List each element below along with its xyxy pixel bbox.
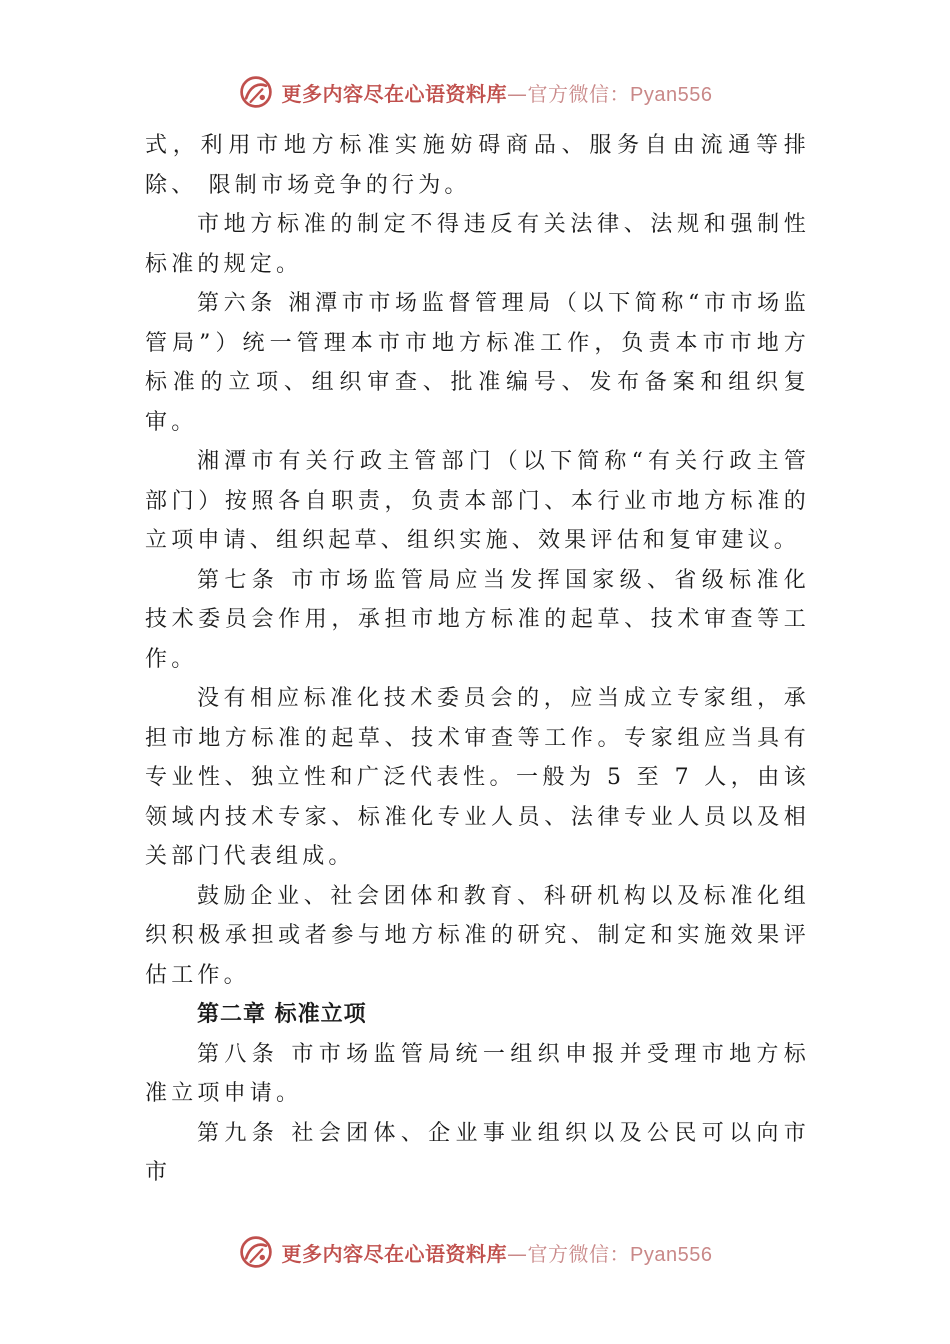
banner-wechat-id: Pyan556 [630, 1243, 713, 1266]
document-body [145, 126, 810, 1193]
brand-logo-icon [238, 74, 274, 110]
banner-title: 更多内容尽在心语资料库 [281, 1241, 508, 1266]
banner-dash: — [507, 1241, 528, 1266]
banner-text [282, 1238, 713, 1267]
brand-logo-icon [238, 1234, 274, 1270]
article-6: 第六条 湘潭市市场监督管理局（以下简称“市市场监管局”）统一管理本市市地方标准工作，负责本市市地方标准的立项、组织审查、批准编号、发布备案和组织复审。 [145, 291, 810, 435]
banner-official: 官方微信： [527, 81, 631, 106]
banner-wechat-id: Pyan556 [630, 83, 713, 106]
banner-title: 更多内容尽在心语资料库 [281, 81, 508, 106]
paragraph-continuation: 式，利用市地方标准实施妨碍商品、服务自由流通等排除、 限制市场竞争的行为。 [145, 133, 810, 198]
banner-official: 官方微信： [527, 1241, 631, 1266]
article-7: 第七条 市市场监管局应当发挥国家级、省级标准化技术委员会作用，承担市地方标准的起草、技术审查等工作。 [145, 567, 810, 672]
banner-text [282, 78, 713, 107]
article-9: 第九条 社会团体、企业事业组织以及公民可以向市市 [145, 1120, 810, 1185]
footer-banner [0, 1232, 950, 1272]
banner-dash: — [507, 81, 528, 106]
header-banner [0, 72, 950, 112]
chapter-heading: 第二章 标准立项 [197, 1002, 367, 1027]
paragraph: 市地方标准的制定不得违反有关法律、法规和强制性标准的规定。 [145, 212, 810, 277]
paragraph: 没有相应标准化技术委员会的，应当成立专家组，承担市地方标准的起草、技术审查等工作。专家组应当具有专业性、独立性和广泛代表性。一般为 5 至 7 人，由该领域内技术专家、标准化专业人员、法律专业人员以及相关部门代表组成。 [145, 686, 810, 869]
article-8: 第八条 市市场监管局统一组织申报并受理市地方标准立项申请。 [145, 1041, 810, 1106]
paragraph: 湘潭市有关行政主管部门（以下简称“有关行政主管部门）按照各自职责，负责本部门、本行业市地方标准的立项申请、组织起草、组织实施、效果评估和复审建议。 [145, 449, 810, 553]
paragraph: 鼓励企业、社会团体和教育、科研机构以及标准化组织积极承担或者参与地方标准的研究、制定和实施效果评估工作。 [145, 883, 810, 988]
